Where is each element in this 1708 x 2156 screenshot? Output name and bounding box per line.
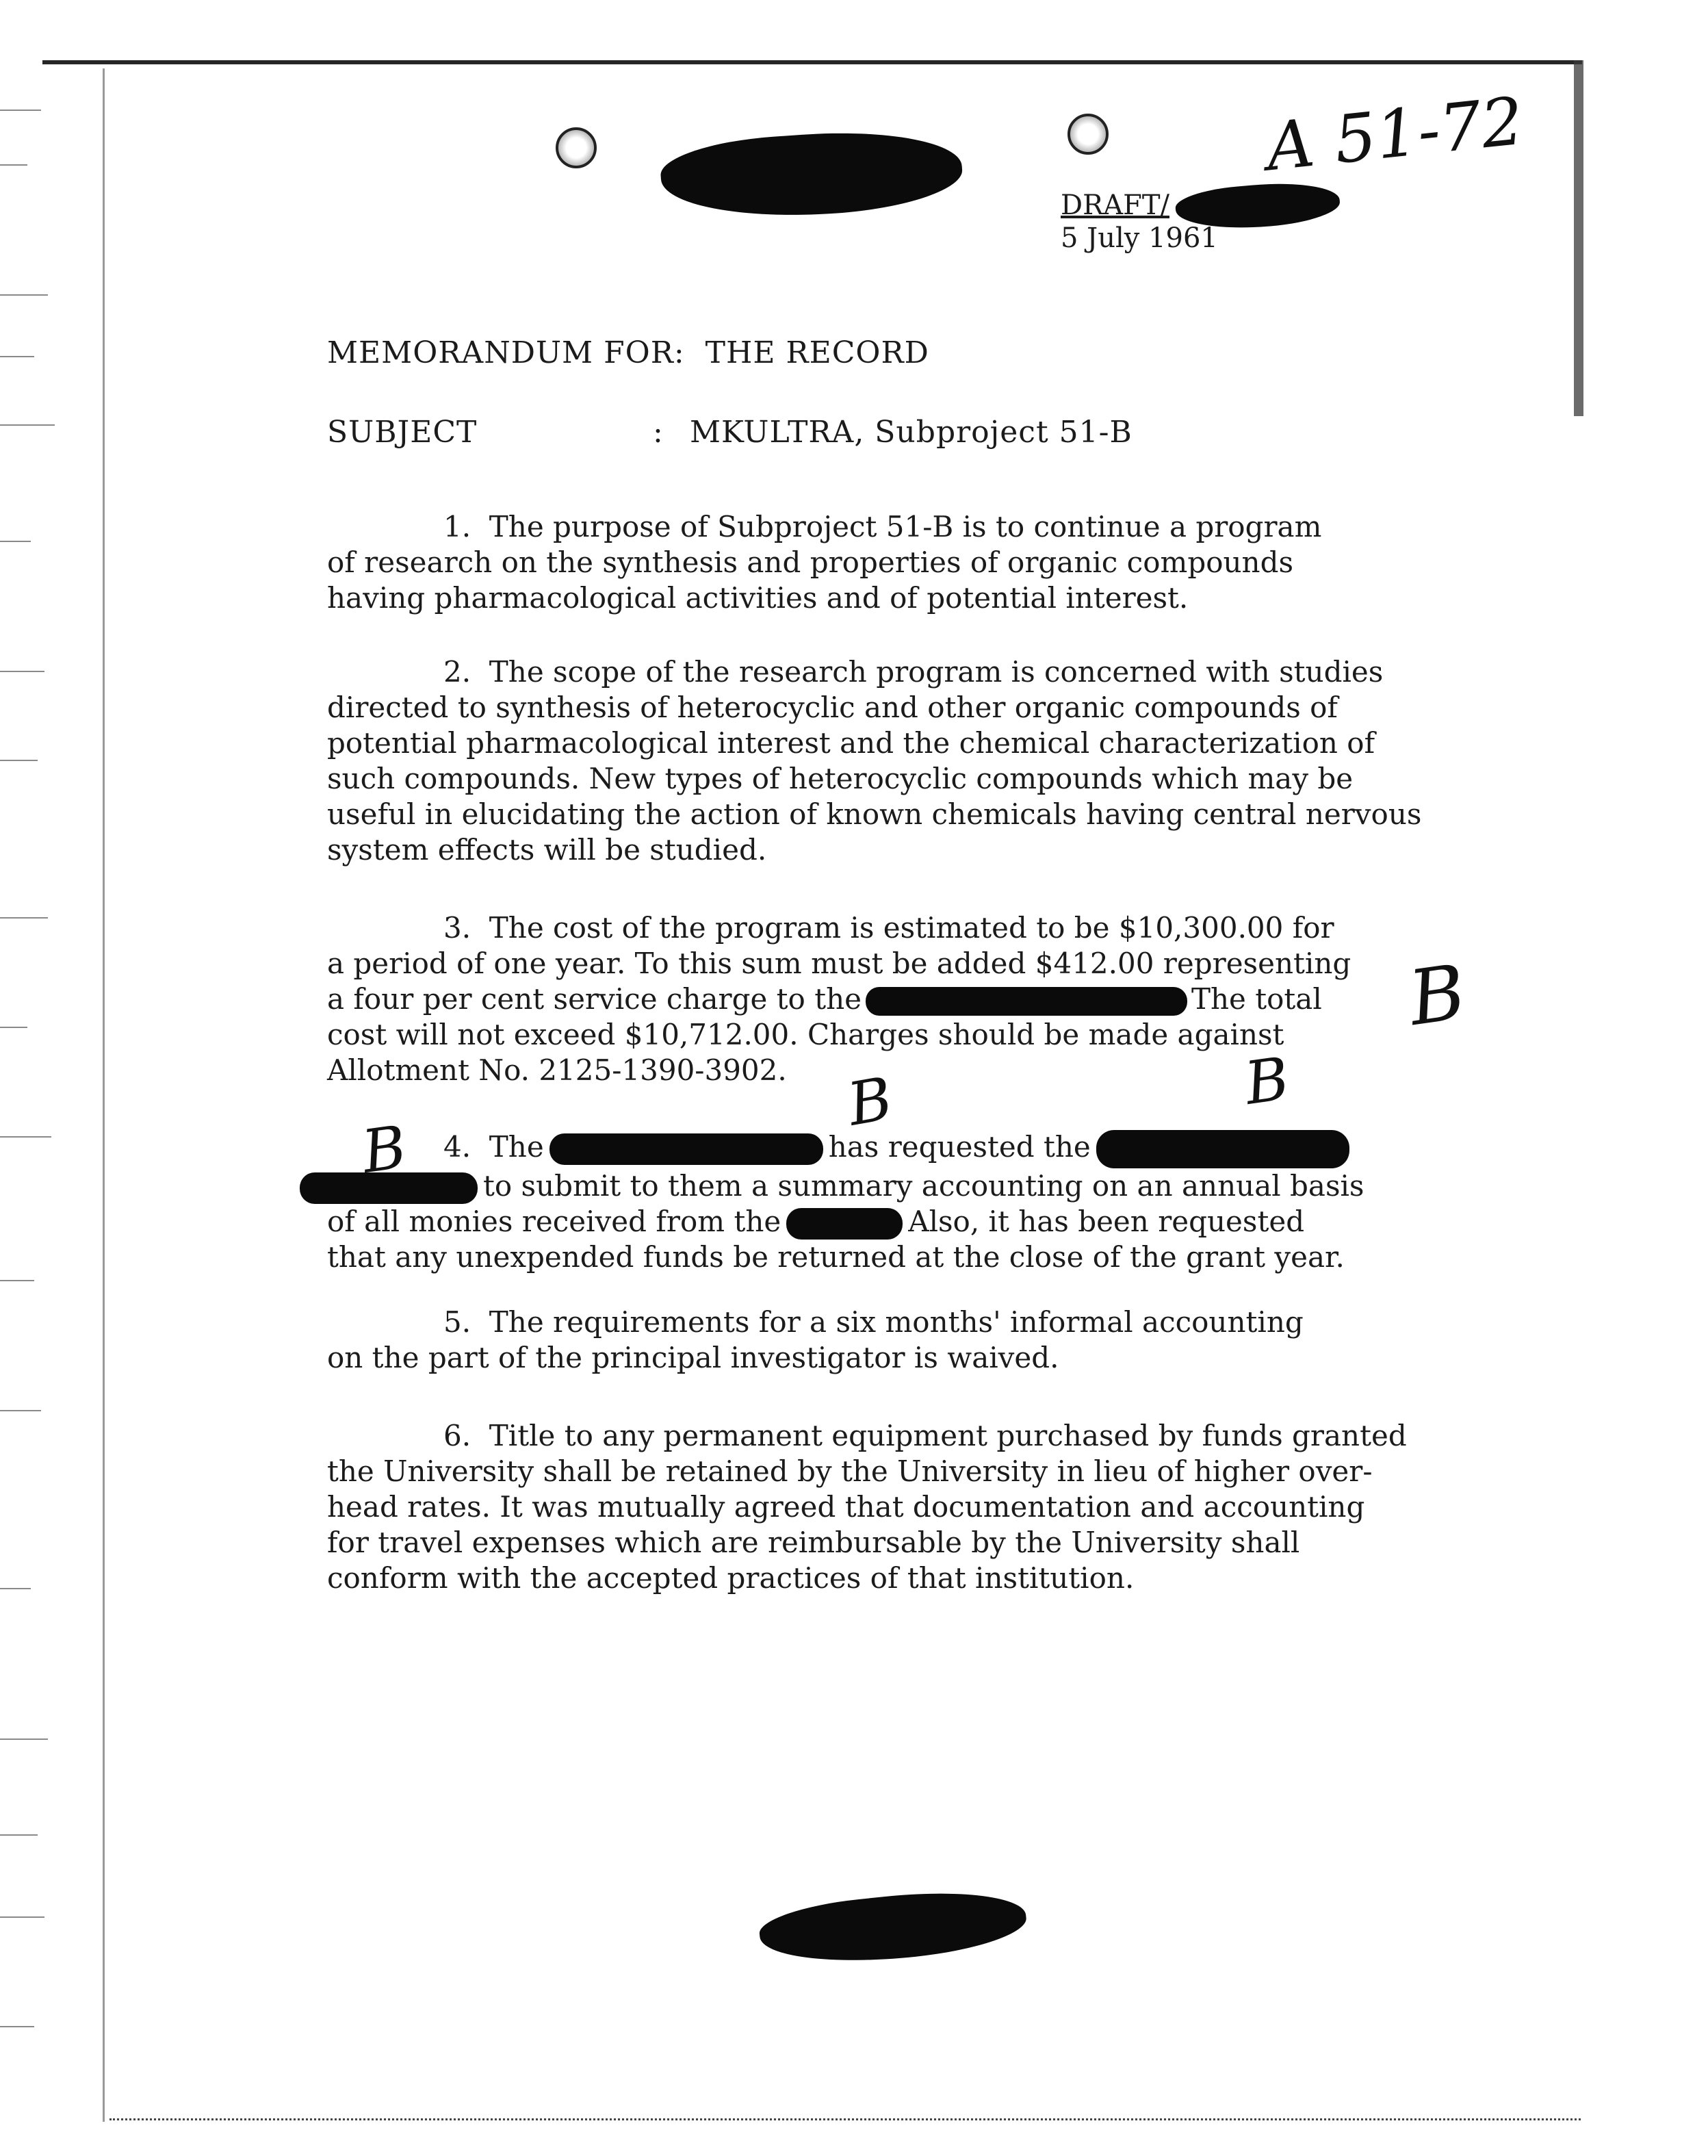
paragraph-line: head rates. It was mutually agreed that documentation and accounting xyxy=(327,1490,1365,1524)
handwritten-mark: B xyxy=(1403,947,1471,1043)
paragraph-line: 6. Title to any permanent equipment purchased by funds granted xyxy=(327,1418,1504,1454)
page-bottom-edge xyxy=(109,2118,1581,2122)
paragraph-line: a four per cent service charge to the The total xyxy=(327,982,1322,1016)
memo-for-label: MEMORANDUM FOR: xyxy=(327,335,685,370)
scan-noise-left xyxy=(0,68,103,2156)
redaction-header xyxy=(658,124,964,225)
paragraph-1 xyxy=(327,509,1504,616)
subject-label: SUBJECT xyxy=(327,415,478,450)
paragraph-line: of research on the synthesis and properties of organic compounds xyxy=(327,546,1294,579)
paragraph-line: such compounds. New types of heterocyclic compounds which may be xyxy=(327,762,1354,795)
page-right-edge xyxy=(1574,60,1583,416)
paragraph-line: potential pharmacological interest and the chemical characterization of xyxy=(327,726,1375,760)
punch-hole-left xyxy=(556,127,597,168)
paragraph-line: the University shall be retained by the University in lieu of higher over- xyxy=(327,1454,1373,1488)
page-top-edge xyxy=(42,60,1582,64)
paragraph-number: 3. xyxy=(443,911,471,945)
paragraph-line: conform with the accepted practices of that institution. xyxy=(327,1561,1135,1595)
paragraph-line: a period of one year. To this sum must be added $412.00 representing xyxy=(327,947,1351,980)
redaction-inline xyxy=(1096,1130,1349,1168)
paragraph-line: on the part of the principal investigator is waived. xyxy=(327,1341,1059,1374)
paragraph-line: 5. The requirements for a six months' informal accounting xyxy=(327,1305,1504,1340)
paragraph-line: 1. The purpose of Subproject 51-B is to continue a program xyxy=(327,509,1504,545)
page-left-edge xyxy=(103,68,105,2122)
paragraph-line: having pharmacological activities and of potential interest. xyxy=(327,581,1189,615)
draft-label: DRAFT/ xyxy=(1061,190,1169,221)
subject-value: MKULTRA, Subproject 51-B xyxy=(690,415,1133,450)
document-date: 5 July 1961 xyxy=(1061,222,1218,254)
paragraph-line: useful in elucidating the action of known chemicals having central nervous xyxy=(327,797,1422,831)
paragraph-line: cost will not exceed $10,712.00. Charges should be made against xyxy=(327,1018,1284,1051)
paragraph-number: 5. xyxy=(443,1305,471,1339)
paragraph-5 xyxy=(327,1305,1504,1376)
paragraph-6 xyxy=(327,1418,1504,1596)
memo-for-value: THE RECORD xyxy=(705,335,929,370)
paragraph-number: 2. xyxy=(443,655,471,689)
subject-line xyxy=(327,415,1133,450)
paragraph-number: 4. xyxy=(443,1130,471,1164)
handwritten-mark: B xyxy=(1241,1044,1293,1118)
paragraph-line: directed to synthesis of heterocyclic and other organic compounds of xyxy=(327,691,1338,724)
paragraph-line: that any unexpended funds be returned at the close of the grant year. xyxy=(327,1240,1345,1274)
paragraph-number: 6. xyxy=(443,1419,471,1452)
paragraph-line: 4. The has requested the xyxy=(327,1129,1504,1168)
paragraph-number: 1. xyxy=(443,510,471,543)
paragraph-4 xyxy=(327,1129,1504,1275)
subject-colon: : xyxy=(653,415,664,450)
paragraph-line: for travel expenses which are reimbursable by the University shall xyxy=(327,1526,1300,1559)
redaction-inline xyxy=(866,987,1187,1016)
paragraph-3 xyxy=(327,910,1504,1088)
paragraph-line: 2. The scope of the research program is concerned with studies xyxy=(327,654,1504,690)
handwritten-mark: B xyxy=(842,1064,898,1140)
memo-for-line xyxy=(327,335,929,370)
punch-hole-right xyxy=(1068,114,1109,155)
paragraph-line: 3. The cost of the program is estimated to be $10,300.00 for xyxy=(327,910,1504,946)
paragraph-line: to submit to them a summary accounting on an annual basis xyxy=(327,1168,1504,1204)
handwritten-reference: A 51-72 xyxy=(1263,82,1527,186)
paragraph-line: of all monies received from the Also, it has been requested xyxy=(327,1205,1305,1238)
handwritten-mark: B xyxy=(358,1113,411,1187)
redaction-inline xyxy=(549,1133,823,1165)
paragraph-2 xyxy=(327,654,1504,868)
redaction-footer xyxy=(757,1882,1028,1973)
redaction-inline xyxy=(786,1208,903,1240)
paragraph-line: system effects will be studied. xyxy=(327,833,767,867)
paragraph-line: Allotment No. 2125-1390-3902. xyxy=(327,1053,787,1087)
